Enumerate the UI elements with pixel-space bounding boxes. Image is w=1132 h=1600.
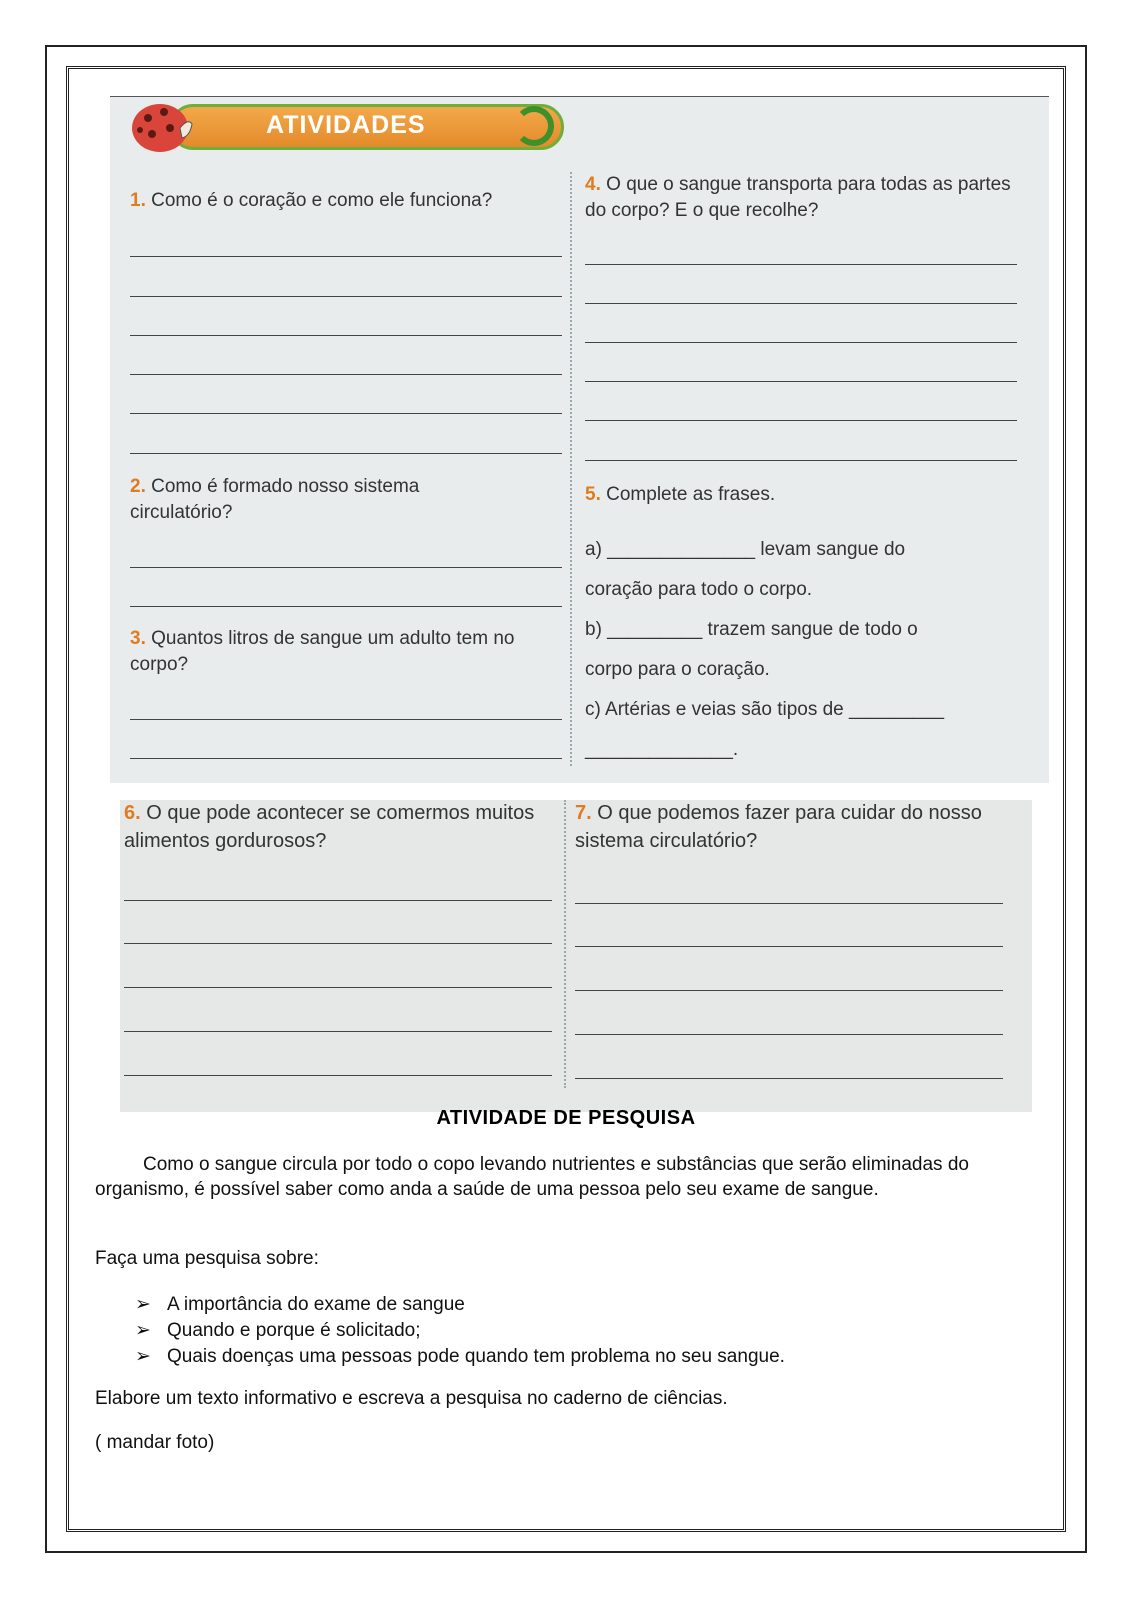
answer-line[interactable] [575, 946, 1003, 947]
question-6: 6. O que pode acontecer se comermos muitos alimentos gordurosos? [124, 802, 535, 852]
fill-blank-c-cont[interactable]: ______________. [585, 739, 739, 760]
list-item: ➢ Quando e porque é solicitado; [135, 1318, 785, 1344]
answer-line[interactable] [130, 256, 562, 257]
answer-line[interactable] [585, 303, 1017, 304]
answer-line[interactable] [575, 903, 1003, 904]
answer-line[interactable] [575, 990, 1003, 991]
answer-line[interactable] [124, 987, 552, 988]
answer-line[interactable] [124, 1031, 552, 1032]
answer-line[interactable] [130, 374, 562, 375]
answer-line[interactable] [130, 758, 562, 759]
question-5: 5. Complete as frases. [585, 484, 776, 505]
fill-blank-a[interactable]: a) ______________ levam sangue do [585, 539, 906, 560]
ladybug-icon [130, 98, 194, 156]
question-7: 7. O que podemos fazer para cuidar do nosso sistema circulatório? [575, 802, 982, 852]
research-prompt: Faça uma pesquisa sobre: [95, 1248, 319, 1269]
arrow-bullet-icon: ➢ [135, 1320, 151, 1341]
activities-banner [130, 98, 574, 156]
research-note: ( mandar foto) [95, 1432, 215, 1453]
research-intro: Como o sangue circula por todo o copo levando nutrientes e substâncias que serão eliminadas do organismo, é possível saber como anda a saúde de uma pessoa pelo seu exame de sangue. [95, 1154, 969, 1200]
answer-line[interactable] [585, 264, 1017, 265]
question-1: 1. Como é o coração e como ele funciona? [130, 190, 493, 211]
research-instruction: Elabore um texto informativo e escreva a pesquisa no caderno de ciências. [95, 1388, 728, 1409]
answer-line[interactable] [130, 453, 562, 454]
question-3: 3. Quantos litros de sangue um adulto tem no corpo? [130, 628, 515, 675]
question-2: 2. Como é formado nosso sistema circulatório? [130, 476, 420, 523]
answer-line[interactable] [130, 296, 562, 297]
answer-line[interactable] [124, 900, 552, 901]
fill-blank-b-cont: corpo para o coração. [585, 659, 770, 680]
answer-line[interactable] [585, 420, 1017, 421]
question-4: 4. O que o sangue transporta para todas as partes do corpo? E o que recolhe? [585, 174, 1011, 221]
answer-line[interactable] [575, 1034, 1003, 1035]
fill-blank-a-cont: coração para todo o corpo. [585, 579, 813, 600]
list-item: ➢ Quais doenças uma pessoas pode quando tem problema no seu sangue. [135, 1344, 785, 1370]
answer-line[interactable] [130, 606, 562, 607]
answer-line[interactable] [124, 943, 552, 944]
answer-line[interactable] [130, 719, 562, 720]
answer-line[interactable] [130, 567, 562, 568]
answer-line[interactable] [575, 1078, 1003, 1079]
column-divider [570, 172, 572, 766]
answer-line[interactable] [130, 335, 562, 336]
answer-line[interactable] [130, 413, 562, 414]
banner-title: ATIVIDADES [266, 111, 426, 139]
research-title: ATIVIDADE DE PESQUISA [436, 1107, 696, 1129]
fill-blank-b[interactable]: b) _________ trazem sangue de todo o [585, 619, 918, 640]
answer-line[interactable] [585, 342, 1017, 343]
answer-line[interactable] [585, 460, 1017, 461]
answer-line[interactable] [585, 381, 1017, 382]
list-item: ➢ A importância do exame de sangue [135, 1292, 785, 1318]
fill-blank-c[interactable]: c) Artérias e veias são tipos de _________ [585, 699, 945, 720]
arrow-bullet-icon: ➢ [135, 1294, 151, 1315]
column-divider-bottom [564, 800, 566, 1088]
research-list [135, 1292, 785, 1370]
answer-line[interactable] [124, 1075, 552, 1076]
arrow-bullet-icon: ➢ [135, 1346, 151, 1367]
swirl-icon [514, 106, 554, 146]
